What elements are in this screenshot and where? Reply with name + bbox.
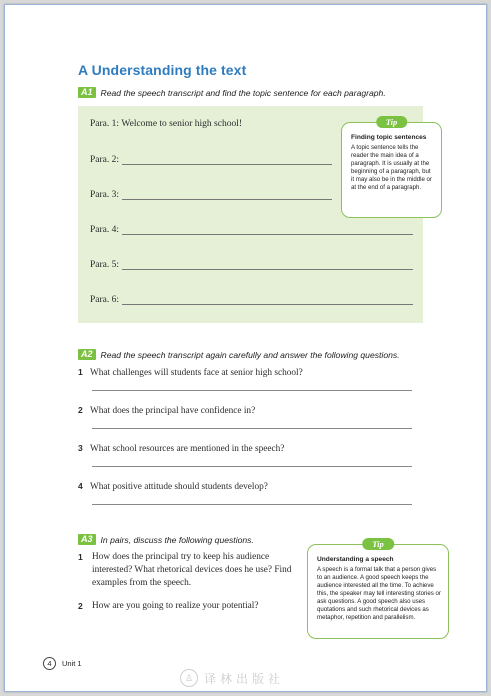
a1-instruction: Read the speech transcript and find the topic sentence for each paragraph.	[100, 88, 386, 98]
a2-question-3	[78, 443, 284, 454]
para-answer: Welcome to senior high school!	[121, 119, 243, 129]
para-label: Para. 6:	[90, 295, 120, 305]
section-title: A Understanding the text	[78, 62, 247, 78]
a2-question-1	[78, 367, 303, 378]
publisher-name: 译林出版社	[204, 671, 285, 686]
a3-question-2	[78, 600, 298, 613]
para-label: Para. 5:	[90, 260, 120, 270]
tip-box-understanding-speech	[307, 539, 449, 639]
question-text: What challenges will students face at senior high school?	[90, 368, 303, 378]
answer-line[interactable]	[92, 466, 412, 467]
para-row-3	[90, 190, 332, 200]
question-text: What school resources are mentioned in the speech?	[90, 444, 285, 454]
question-text: What positive attitude should students develop?	[90, 482, 268, 492]
a2-instruction: Read the speech transcript again carefully and answer the following questions.	[100, 350, 400, 360]
question-number: 2	[78, 601, 83, 611]
para-row-1	[90, 119, 242, 129]
tip-tag: Tip	[362, 538, 394, 550]
unit-label: Unit 1	[62, 659, 82, 668]
tip-title: Finding topic sentences	[351, 134, 427, 141]
para-answer-line[interactable]	[122, 227, 413, 235]
a2-question-2	[78, 405, 255, 416]
tip-title: Understanding a speech	[317, 556, 394, 563]
para-label: Para. 3:	[90, 190, 120, 200]
a3-instruction: In pairs, discuss the following questions.	[100, 535, 254, 545]
answer-line[interactable]	[92, 504, 412, 505]
question-text: How does the principal try to keep his audience interested? What rhetorical devices does he use? Find examples from the speech.	[92, 552, 292, 588]
para-answer-line[interactable]	[122, 192, 332, 200]
para-answer-line[interactable]	[122, 297, 413, 305]
para-label: Para. 2:	[90, 155, 120, 165]
para-row-4	[90, 225, 413, 235]
para-row-2	[90, 155, 332, 165]
answer-line[interactable]	[92, 390, 412, 391]
question-number: 2	[78, 405, 83, 415]
a2-tag: A2	[78, 349, 96, 360]
a3-instruction-row	[78, 534, 254, 545]
answer-line[interactable]	[92, 428, 412, 429]
a2-question-4	[78, 481, 268, 492]
para-row-5	[90, 260, 413, 270]
a1-instruction-row	[78, 87, 386, 98]
question-number: 1	[78, 367, 83, 377]
question-text: What does the principal have confidence in?	[90, 406, 256, 416]
question-number: 3	[78, 443, 83, 453]
textbook-page	[4, 4, 487, 692]
a3-question-1	[78, 551, 298, 590]
question-number: 4	[78, 481, 83, 491]
para-answer-line[interactable]	[122, 157, 332, 165]
publisher-watermark	[180, 669, 284, 687]
question-number: 1	[78, 552, 83, 562]
a1-tag: A1	[78, 87, 96, 98]
a2-instruction-row	[78, 349, 400, 360]
para-row-6	[90, 295, 413, 305]
question-text: How are you going to realize your potential?	[92, 601, 259, 611]
tip-body: A speech is a formal talk that a person gives to an audience. A good speech keeps the audience interested all the time. To achieve this, the speaker may tell interesting stories or ask questions. A good speech also uses quotations and such rhetorical devices as metaphor, repetition and parallelism.	[317, 566, 441, 621]
a3-tag: A3	[78, 534, 96, 545]
tip-tag: Tip	[376, 116, 408, 128]
publisher-logo-icon: ♙	[180, 669, 198, 687]
tip-box-topic-sentences	[341, 117, 442, 218]
page-number: 4	[43, 657, 56, 670]
para-label: Para. 1:	[90, 119, 120, 129]
para-label: Para. 4:	[90, 225, 120, 235]
para-answer-line[interactable]	[122, 262, 413, 270]
tip-body: A topic sentence tells the reader the main idea of a paragraph. It is usually at the beginning of a paragraph, but it may also be in the middle or at the end of a paragraph.	[351, 144, 432, 191]
